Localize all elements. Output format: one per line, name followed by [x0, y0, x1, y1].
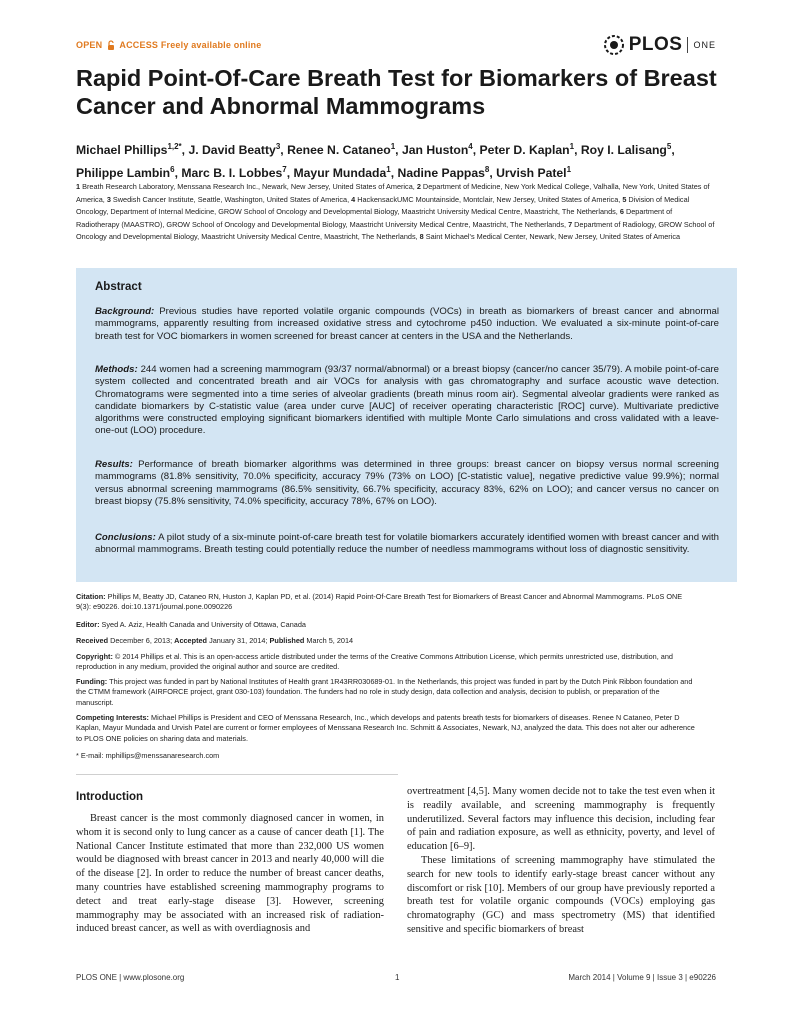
affiliation-number: 2 [416, 182, 423, 191]
abstract-box [76, 268, 737, 582]
author-list [76, 137, 736, 183]
affiliations [76, 181, 717, 244]
meta-divider [76, 774, 398, 775]
author-affiliation-marker: 1 [386, 165, 391, 175]
abstract-methods [95, 364, 719, 438]
author-affiliation-marker: 4 [468, 142, 473, 151]
editor: Editor: Syed A. Aziz, Health Canada and University of Ottawa, Canada [76, 620, 306, 629]
conclusions-label: Conclusions: [95, 532, 156, 543]
introduction-heading: Introduction [76, 791, 144, 803]
plos-wordmark: PLOS [628, 34, 683, 55]
freely-available-label: Freely available online [160, 40, 262, 50]
abstract-results [95, 459, 719, 508]
author-name: Philippe Lambin [76, 166, 171, 181]
footer-journal: PLOS ONE | www.plosone.org [76, 973, 185, 982]
affiliation-number: 5 [622, 194, 629, 204]
affiliation-text: Division of Medical Oncology, Department of Internal Medicine, GROW School of Oncology and Developmental Biology, Maastricht University Medical Centre, Maastricht, The Netherlands, [76, 194, 690, 216]
author-line-1: Michael Phillips$^{1,2*}$, J. David Beatty$^3$, Renee N. Cataneo$^1$, Jan Huston$^4$, Peter D. Kaplan$^1$, Roy I. Lalisang$^5$, [76, 142, 675, 158]
journal-header [76, 34, 716, 58]
author-name: Renee N. Cataneo [287, 143, 391, 158]
affiliation-text: Department of Medicine, New York Medical College, Valhalla, New York, United States of America, [76, 182, 710, 204]
funding: Funding: This project was funded in part by National Institutes of Health grant 1R43RR030689-01. In the Netherlands, this project was funded in part by the Dutch Pink Ribbon foundation and the CTMM framework (AIRFORCE project, grant 030-103) foundation. The funders had no role in study design, data collection and analysis, decision to publish, or preparation of the manuscript. [76, 677, 693, 707]
author-name: Michael Phillips [76, 143, 168, 158]
article-title: Rapid Point-Of-Care Breath Test for Biomarkers of Breast Cancer and Abnormal Mammograms [76, 65, 717, 119]
affiliation-number: 6 [619, 207, 626, 216]
author-name: Mayur Mundada [293, 166, 387, 181]
methods-text: 244 women had a screening mammogram (93/37 normal/abnormal) or a breast biopsy (cancer/no cancer 35/79). A mobile point-of-care system collected and concentrated breath and air VOCs for analysis with gas chromatography and surface acoustic wave detection. Chromatograms were segmented into a time series of alveolar gradients (breath minus room air). Segmental alveolar gradients were ranked as candidate biomarkers by C-statistic value (area under curve [AUC] of receiver operating characteristic [ROC] curve). Multivariate predictive algorithms were constructed employing significant biomarkers identified with multiple Monte Carlo simulations and cross validated with a leave-one-out (LOO) procedure. [95, 364, 719, 437]
plos-one-logo [601, 32, 716, 58]
affiliation-text: Department of Radiotherapy (MAASTRO), GROW School of Oncology and Developmental Biology, Maastricht University Medical Centre, Maastricht, The Netherlands, [76, 207, 673, 229]
abstract-conclusions [95, 532, 719, 557]
intro-paragraph-1: Breast cancer is the most commonly diagnosed cancer in women, in whom it is second only to lung cancer as a cause of cancer death [1]. The National Cancer Institute estimated that more than 232,000 US women would be diagnosed with breast cancer in 2013 and nearly 40,000 will die of the disease [2]. In order to reduce the number of breast cancer deaths, many countries have established screening mammography programs to detect and treat early-stage disease [3]. However, screening mammography may be associated with an increased risk of radiation-induced breast cancer, as well as with overdiagnosis and [76, 813, 384, 935]
author-affiliation-marker: 1 [569, 142, 575, 151]
author-affiliation-marker: 3 [275, 142, 281, 151]
affiliation-text: HackensackUMC Mountainside, Montclair, New Jersey, United States of America, [357, 194, 623, 204]
author-affiliation-marker: 7 [282, 165, 287, 175]
author-affiliation-marker: 1 [390, 142, 396, 151]
author-affiliation-marker: 5 [666, 142, 672, 151]
abstract-heading: Abstract [95, 281, 142, 293]
page-number: 1 [395, 973, 400, 982]
affiliation-text: Department of Radiology, GROW School of Oncology and Developmental Biology, Maastricht University Medical Centre, Maastricht, The Netherlands, [76, 219, 715, 241]
affiliation-text: Saint Michael's Medical Center, Newark, New Jersey, United States of America [425, 232, 681, 241]
author-affiliation-marker: 6 [170, 165, 175, 175]
results-label: Results: [95, 459, 133, 470]
author-name: Jan Huston [401, 143, 469, 158]
copyright: Copyright: © 2014 Phillips et al. This is an open-access article distributed under the terms of the Creative Commons Attribution License, which permits unrestricted use, distribution, and reproduction in any medium, provided the original author and source are credited. [76, 652, 673, 672]
footer-issue: March 2014 | Volume 9 | Issue 3 | e90226 [568, 973, 716, 982]
methods-label: Methods: [95, 364, 138, 375]
background-text: Previous studies have reported volatile organic compounds (VOCs) in breath as biomarkers of breast cancer and abnormal mammograms, apparently resulting from increased oxidative stress and cytochrome p450 induction. We evaluated a six-minute point-of-care breath test for VOC biomarkers in women screened for breast cancer at centers in the USA and the Netherlands. [95, 306, 719, 342]
affiliation-text: Swedish Cancer Institute, Seattle, Washington, United States of America, [112, 194, 352, 204]
affiliation-number: 4 [351, 194, 358, 204]
open-label: OPEN [76, 40, 103, 50]
intro-paragraph-2: These limitations of screening mammography have stimulated the search for new tools to identify early-stage breast cancer without any discomfort or risk [10]. Members of our group have previously reported a breath test for volatile organic compounds (VOCs) employing gas chromatography (GC) and mass spectrometry (MS) that identified sensitive and specific biomarkers of breast [407, 854, 715, 935]
dates: Received December 6, 2013; Accepted January 31, 2014; Published March 5, 2014 [76, 636, 354, 645]
author-name: J. David Beatty [188, 143, 276, 158]
access-label: ACCESS [119, 40, 159, 50]
plos-logo-icon [601, 32, 627, 58]
affiliation-number: 7 [568, 219, 575, 229]
logo-divider [687, 37, 688, 53]
affiliation-number: 1 [76, 182, 83, 191]
competing-interests: Competing Interests: Michael Phillips is President and CEO of Menssana Research, Inc., which develops and patents breath tests for biomarkers of diseases. Renee N Cataneo, Peter D Kaplan, Mayur Mundada and Urvish Patel are current or former employees of Menssana Research Inc. Schmitt & Associates, Newark, NJ, analyzed the data. This does not alter our adherence to PLOS ONE policies on sharing data and materials. [76, 713, 695, 743]
one-wordmark: ONE [693, 40, 716, 50]
author-line-2: Philippe Lambin$^6$, Marc B. I. Lobbes$^7$, Mayur Mundada$^1$, Nadine Pappas$^8$, Urvish Patel$^1$ [76, 165, 572, 181]
affiliation-text: Breath Research Laboratory, Menssana Research Inc., Newark, New Jersey, United States of America, [82, 182, 417, 191]
open-lock-icon [107, 40, 115, 50]
conclusions-text: A pilot study of a six-minute point-of-care breath test for volatile biomarkers accurately identified women with breast cancer and with abnormal mammograms. Breath testing could potentially reduce the number of needless mammograms without loss of diagnostic sensitivity. [95, 532, 719, 556]
open-access-badge [76, 40, 261, 50]
intro-column-right [407, 785, 715, 937]
citation: Citation: Phillips M, Beatty JD, Cataneo RN, Huston J, Kaplan PD, et al. (2014) Rapid Point-Of-Care Breath Test for Biomarkers of Breast Cancer and Abnormal Mammograms. PLoS ONE 9(3): e90226. doi:10.1371/journal.pone.0090226 [76, 592, 683, 612]
affiliation-number: 3 [106, 194, 113, 204]
author-affiliation-marker: 8 [484, 165, 490, 175]
author-name: Peter D. Kaplan [479, 143, 570, 158]
author-name: Marc B. I. Lobbes [181, 166, 283, 181]
results-text: Performance of breath biomarker algorithms was determined in three groups: breast cancer on biopsy versus normal screening mammograms (81.8% sensitivity, 70.0% specificity, accuracy 79% (73% on LOO) [C-statistic value], negative predictive value 99.9%); normal versus abnormal screening mammograms (86.5% sensitivity, 66.7% specificity, accuracy 83%, 62% on LOO); and cancer versus no cancer on breast biopsy (75.8% sensitivity, 74.0% specificity, accuracy 78%, 67% on LOO). [95, 459, 719, 507]
author-name: Nadine Pappas [397, 166, 485, 181]
background-label: Background: [95, 306, 155, 317]
affiliation-number: 8 [419, 232, 426, 241]
author-affiliation-marker: 1,2* [167, 142, 182, 151]
intro-paragraph-1-continued: overtreatment [4,5]. Many women decide not to take the test even when it is readily available, and screening mammography is frequently underutilized. Several factors may influence this decision, including fear of pain and radiation exposure, as well as ethnicity, poverty, and level of education [6–9]. [407, 786, 715, 853]
corresponding-email: * E-mail: mphillips@menssanaresearch.com [76, 751, 220, 760]
author-name: Roy I. Lalisang [580, 143, 667, 158]
abstract-background [95, 306, 719, 343]
intro-column-left [76, 812, 384, 936]
author-name: Urvish Patel [496, 166, 567, 181]
author-affiliation-marker: 1 [566, 165, 572, 175]
